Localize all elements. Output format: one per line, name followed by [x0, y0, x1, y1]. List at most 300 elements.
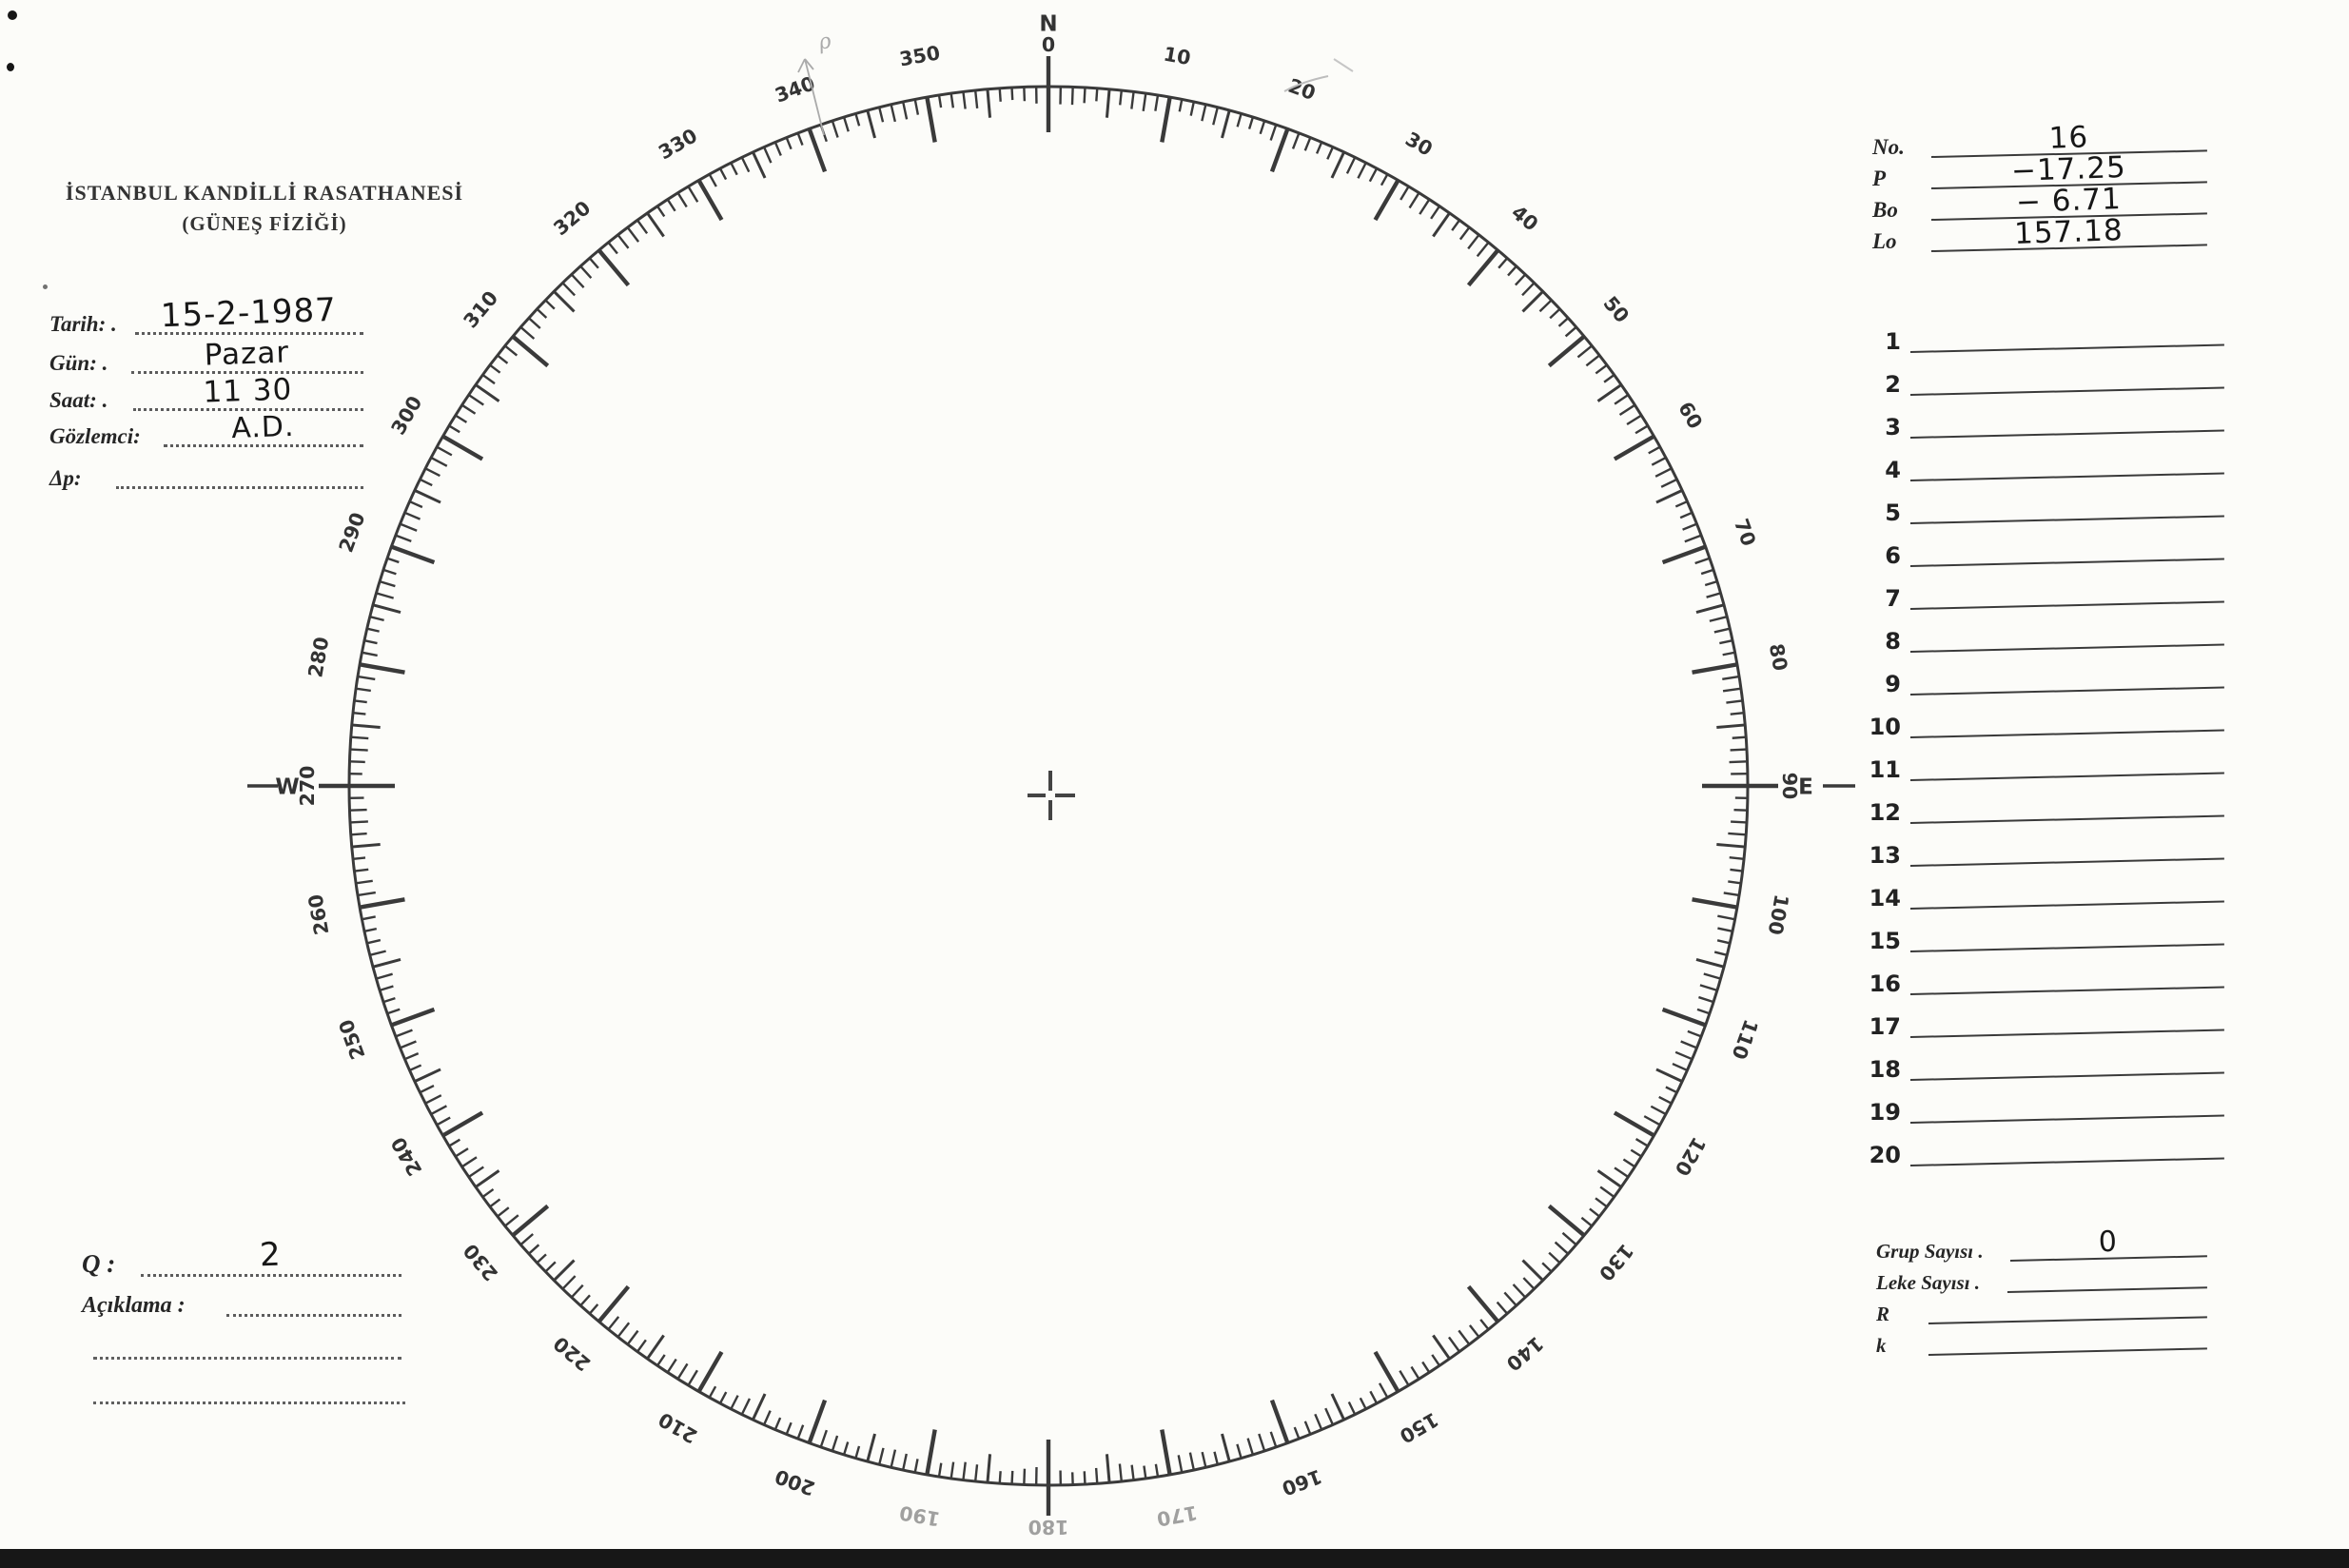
- degree-tick: [420, 480, 432, 485]
- field-value: 11 30: [202, 372, 293, 410]
- degree-tick: [1400, 1371, 1408, 1385]
- degree-tick: [462, 405, 476, 414]
- degree-label: 280: [303, 635, 334, 679]
- row-number: 2: [1885, 371, 1901, 398]
- degree-tick: [855, 113, 859, 126]
- degree-tick: [775, 142, 781, 155]
- degree-tick: [1586, 355, 1599, 365]
- degree-tick: [1469, 250, 1498, 285]
- measurement-row: [1855, 630, 2224, 657]
- degree-tick: [832, 1436, 837, 1451]
- degree-tick: [505, 1215, 519, 1225]
- degree-tick: [1696, 605, 1724, 613]
- degree-tick: [490, 1199, 499, 1206]
- measurement-row: [1855, 544, 2224, 571]
- degree-tick: [637, 220, 647, 233]
- degree-tick: [1523, 1278, 1534, 1289]
- param-label: P: [1872, 167, 1887, 190]
- degree-tick: [431, 1106, 446, 1114]
- degree-tick: [1656, 490, 1682, 502]
- row-line: [1910, 944, 2224, 952]
- degree-label: 0: [1041, 33, 1056, 56]
- degree-tick: [657, 1355, 665, 1365]
- row-number: 18: [1869, 1056, 1901, 1083]
- degree-tick: [688, 1370, 696, 1385]
- degree-tick: [1695, 559, 1710, 563]
- degree-tick: [710, 1386, 715, 1398]
- degree-tick: [580, 1295, 590, 1305]
- degree-tick: [1180, 100, 1182, 112]
- degree-tick: [1360, 1398, 1366, 1409]
- degree-tick: [1458, 1330, 1469, 1344]
- measurement-row: [1855, 801, 2224, 828]
- degree-tick: [647, 1336, 663, 1360]
- degree-tick: [975, 1464, 977, 1481]
- degree-tick: [988, 89, 990, 118]
- degree-tick: [868, 110, 875, 138]
- degree-tick: [437, 1118, 450, 1126]
- degree-tick: [1730, 870, 1742, 872]
- degree-label: 140: [1501, 1331, 1548, 1376]
- degree-tick: [1673, 1064, 1687, 1070]
- degree-tick: [1317, 142, 1321, 153]
- degree-tick: [437, 447, 452, 456]
- degree-tick: [868, 1434, 875, 1461]
- measurement-row: [1855, 1015, 2224, 1042]
- degree-tick: [1542, 1263, 1552, 1271]
- degree-tick: [844, 117, 849, 131]
- degree-tick: [1295, 1427, 1300, 1439]
- degree-label: 50: [1598, 291, 1635, 327]
- degree-tick: [1732, 737, 1746, 738]
- degree-tick: [1419, 200, 1429, 215]
- degree-tick: [599, 1286, 629, 1322]
- degree-tick: [1497, 1303, 1508, 1314]
- degree-tick: [401, 1042, 417, 1049]
- degree-label: 80: [1764, 641, 1792, 673]
- degree-tick: [373, 959, 401, 967]
- row-line: [1910, 730, 2224, 738]
- degree-tick: [520, 327, 534, 339]
- degree-label: 300: [386, 391, 427, 440]
- degree-tick: [420, 1086, 434, 1092]
- observatory-subtitle: (GÜNEŞ FİZİĞİ): [182, 212, 347, 235]
- param-value: 16: [2048, 120, 2089, 156]
- degree-tick: [1376, 180, 1399, 220]
- degree-tick: [939, 1463, 941, 1477]
- degree-tick: [1349, 1402, 1355, 1415]
- degree-tick: [505, 345, 518, 355]
- degree-label: 180: [1028, 1516, 1069, 1539]
- degree-tick: [1523, 1261, 1543, 1281]
- degree-tick: [1731, 713, 1744, 714]
- summary-field-row: [1876, 1325, 2207, 1360]
- degree-tick: [456, 416, 467, 422]
- degree-tick: [678, 1363, 688, 1379]
- degree-tick: [1190, 1453, 1194, 1470]
- degree-label: 350: [897, 41, 942, 71]
- degree-tick: [1623, 1160, 1635, 1167]
- degree-tick: [362, 916, 376, 919]
- degree-tick: [1522, 283, 1535, 295]
- degree-tick: [1271, 125, 1277, 140]
- degree-tick: [370, 951, 386, 955]
- degree-tick: [356, 881, 373, 883]
- degree-tick: [537, 1254, 546, 1263]
- degree-tick: [349, 810, 366, 811]
- degree-tick: [1449, 1337, 1459, 1351]
- degree-tick: [572, 274, 584, 287]
- degree-tick: [927, 97, 934, 142]
- degree-tick: [879, 1448, 883, 1464]
- degree-label: 90: [1778, 772, 1801, 800]
- measurement-row: [1855, 330, 2224, 357]
- degree-tick: [903, 102, 907, 119]
- degree-tick: [1096, 1468, 1097, 1483]
- degree-tick: [360, 664, 404, 672]
- degree-label: 220: [549, 1331, 596, 1376]
- degree-tick: [617, 1323, 629, 1337]
- degree-tick: [915, 100, 918, 115]
- row-number: 1: [1885, 328, 1901, 355]
- degree-tick: [351, 737, 368, 738]
- degree-tick: [1381, 174, 1387, 186]
- degree-tick: [1549, 1206, 1584, 1236]
- row-number: 4: [1885, 457, 1901, 483]
- degree-tick: [1600, 1186, 1614, 1197]
- row-number: 15: [1869, 928, 1901, 954]
- degree-label: 30: [1401, 127, 1437, 161]
- degree-tick: [1717, 929, 1732, 931]
- summary-field-row: [1876, 1225, 2207, 1265]
- degree-tick: [1132, 1465, 1134, 1480]
- degree-tick: [545, 1262, 556, 1271]
- degree-tick: [1504, 1292, 1516, 1305]
- degree-tick: [1675, 1052, 1692, 1059]
- summary-line: [1928, 1347, 2207, 1356]
- row-number: 13: [1869, 842, 1901, 869]
- degree-tick: [1701, 570, 1713, 574]
- degree-tick: [1120, 90, 1122, 105]
- degree-tick: [699, 1352, 722, 1392]
- degree-tick: [383, 998, 395, 1002]
- degree-tick: [1659, 1097, 1672, 1104]
- degree-tick: [401, 524, 418, 531]
- degree-label: 110: [1727, 1016, 1763, 1063]
- degree-tick: [1549, 1253, 1559, 1264]
- degree-tick: [963, 91, 965, 108]
- degree-tick: [353, 713, 365, 714]
- degree-tick: [1635, 425, 1648, 433]
- degree-tick: [415, 490, 440, 502]
- scan-speck: [8, 10, 17, 20]
- degree-tick: [1272, 1401, 1287, 1443]
- degree-tick: [1661, 480, 1676, 487]
- degree-tick: [915, 1459, 918, 1472]
- degree-tick: [370, 617, 384, 620]
- degree-tick: [391, 547, 434, 562]
- degree-tick: [1305, 1421, 1311, 1435]
- degree-label: 130: [1594, 1239, 1638, 1285]
- degree-tick: [476, 384, 499, 401]
- observation-field-row: [49, 453, 363, 493]
- degree-tick: [1681, 1042, 1697, 1049]
- degree-tick: [1012, 88, 1013, 100]
- degree-tick: [1728, 833, 1746, 834]
- field-label: Δp:: [49, 466, 82, 490]
- degree-tick: [1716, 725, 1745, 728]
- degree-label: 120: [1670, 1132, 1711, 1181]
- degree-tick: [1516, 274, 1525, 284]
- row-number: 11: [1869, 756, 1901, 783]
- degree-tick: [1096, 88, 1097, 102]
- degree-tick: [1480, 1320, 1488, 1329]
- degree-tick: [462, 1157, 477, 1166]
- q-value: 2: [259, 1235, 283, 1275]
- degree-tick: [1024, 1469, 1025, 1485]
- degree-tick: [1305, 138, 1311, 151]
- degree-tick: [742, 1399, 750, 1415]
- degree-tick: [1707, 593, 1721, 597]
- degree-tick: [1615, 395, 1628, 404]
- degree-tick: [988, 1454, 990, 1482]
- degree-tick: [1213, 108, 1218, 125]
- degree-tick: [1730, 857, 1744, 859]
- summary-label: k: [1876, 1334, 1887, 1357]
- degree-tick: [529, 318, 540, 328]
- degree-tick: [1000, 88, 1001, 102]
- degree-tick: [1433, 213, 1449, 237]
- degree-tick: [1549, 337, 1584, 366]
- degree-label: 40: [1507, 200, 1543, 236]
- degree-tick: [349, 761, 364, 762]
- row-number: 6: [1885, 542, 1901, 569]
- summary-line: [1928, 1316, 2207, 1324]
- degree-tick: [951, 1462, 953, 1479]
- degree-label: 170: [1155, 1500, 1200, 1531]
- degree-tick: [376, 974, 392, 979]
- degree-tick: [1162, 1430, 1169, 1475]
- scan-speck: [43, 284, 48, 289]
- degree-tick: [1000, 1471, 1001, 1483]
- aciklama-field-row: [82, 1283, 401, 1321]
- row-line: [1910, 387, 2224, 396]
- degree-tick: [1460, 227, 1469, 240]
- row-number: 9: [1885, 671, 1901, 697]
- degree-tick: [1717, 916, 1734, 920]
- degree-tick: [350, 750, 368, 751]
- degree-tick: [1106, 1454, 1109, 1482]
- degree-tick: [720, 168, 726, 180]
- note-line-1: [93, 1332, 401, 1360]
- degree-tick: [1615, 1113, 1654, 1136]
- degree-tick: [617, 235, 628, 248]
- degree-tick: [951, 93, 953, 108]
- degree-tick: [1666, 1087, 1677, 1092]
- degree-tick: [354, 870, 368, 872]
- degree-tick: [678, 193, 687, 207]
- row-number: 3: [1885, 414, 1901, 441]
- row-number: 14: [1869, 885, 1901, 911]
- degree-tick: [1693, 899, 1737, 907]
- cardinal-letter: W: [275, 774, 300, 800]
- degree-tick: [449, 1140, 460, 1147]
- degree-tick: [1636, 1139, 1648, 1146]
- degree-tick: [1723, 689, 1741, 692]
- degree-tick: [1719, 640, 1732, 643]
- degree-tick: [1730, 761, 1748, 762]
- degree-tick: [1714, 952, 1727, 955]
- pencil-arrowhead: [798, 59, 805, 72]
- degree-tick: [410, 1066, 421, 1070]
- measurement-row: [1855, 758, 2224, 785]
- row-number: 5: [1885, 500, 1901, 526]
- summary-label: Leke Sayısı .: [1876, 1271, 1981, 1294]
- row-line: [1910, 901, 2224, 910]
- degree-tick: [425, 468, 440, 476]
- degree-label: 210: [654, 1407, 702, 1448]
- degree-tick: [367, 629, 380, 632]
- degree-label: 150: [1395, 1407, 1443, 1448]
- degree-tick: [1652, 458, 1666, 465]
- degree-tick: [1478, 243, 1489, 257]
- degree-tick: [764, 147, 771, 164]
- degree-tick: [1202, 105, 1205, 121]
- degree-tick: [1655, 468, 1672, 477]
- degree-tick: [404, 1053, 418, 1059]
- degree-tick: [1696, 959, 1724, 967]
- param-label: Bo: [1872, 198, 1898, 222]
- row-number: 20: [1869, 1142, 1901, 1168]
- degree-tick: [1106, 89, 1109, 118]
- degree-tick: [1144, 1466, 1145, 1479]
- degree-tick: [1238, 113, 1242, 127]
- degree-label: 260: [303, 892, 334, 937]
- degree-tick: [1347, 157, 1355, 173]
- degree-tick: [1179, 1455, 1183, 1472]
- param-label: No.: [1872, 135, 1905, 159]
- degree-tick: [1685, 536, 1701, 542]
- degree-tick: [362, 653, 378, 656]
- degree-tick: [731, 163, 736, 175]
- row-line: [1910, 815, 2224, 824]
- degree-tick: [469, 395, 484, 405]
- degree-tick: [562, 283, 575, 295]
- param-label: Lo: [1872, 229, 1897, 253]
- degree-tick: [1131, 91, 1133, 108]
- cardinal-letter: E: [1798, 774, 1813, 800]
- degree-tick: [821, 1430, 827, 1447]
- degree-tick: [1590, 1208, 1599, 1216]
- degree-tick: [1508, 266, 1517, 276]
- degree-tick: [1410, 193, 1419, 208]
- degree-tick: [1271, 1432, 1277, 1447]
- degree-tick: [1656, 1069, 1682, 1082]
- measurement-row: [1855, 1144, 2224, 1170]
- degree-tick: [1710, 617, 1727, 621]
- degree-tick: [373, 605, 401, 613]
- param-value: − 6.71: [2015, 182, 2123, 220]
- degree-tick: [1085, 1471, 1086, 1484]
- row-line: [1910, 1072, 2224, 1081]
- row-line: [1910, 1029, 2224, 1038]
- row-number: 17: [1869, 1013, 1901, 1040]
- degree-tick: [1604, 375, 1615, 382]
- cardinal-letter: N: [1039, 11, 1058, 37]
- degree-tick: [1620, 405, 1635, 415]
- degree-tick: [415, 1069, 440, 1082]
- degree-tick: [1024, 87, 1025, 101]
- degree-tick: [844, 1442, 848, 1455]
- degree-tick: [1144, 93, 1146, 111]
- row-line: [1910, 601, 2224, 610]
- degree-tick: [1370, 1391, 1377, 1403]
- degree-tick: [1327, 147, 1333, 160]
- degree-tick: [1214, 1452, 1217, 1464]
- degree-tick: [608, 243, 617, 254]
- measurement-row: [1855, 972, 2224, 999]
- row-line: [1910, 687, 2224, 696]
- degree-tick: [1468, 235, 1478, 249]
- degree-tick: [1120, 1464, 1122, 1481]
- degree-label: 320: [549, 196, 596, 241]
- row-line: [1910, 344, 2224, 353]
- solar-param-row: [1872, 213, 2207, 256]
- degree-tick: [742, 157, 749, 171]
- degree-tick: [1615, 1167, 1628, 1177]
- degree-tick: [1332, 152, 1344, 178]
- degree-tick: [356, 689, 371, 691]
- degree-tick: [554, 1261, 574, 1281]
- row-number: 12: [1869, 799, 1901, 826]
- degree-label: 270: [296, 765, 319, 807]
- measurement-row: [1855, 844, 2224, 871]
- degree-tick: [628, 1331, 638, 1344]
- degree-tick: [360, 899, 404, 907]
- row-number: 7: [1885, 585, 1901, 612]
- row-line: [1910, 516, 2224, 524]
- degree-tick: [1259, 1434, 1264, 1451]
- note-line-2: [93, 1377, 405, 1404]
- summary-line: [2007, 1286, 2207, 1293]
- degree-tick: [380, 987, 393, 990]
- row-number: 16: [1869, 970, 1901, 997]
- field-label: Gözlemci:: [49, 424, 141, 448]
- degree-tick: [810, 128, 825, 171]
- degree-tick: [720, 1392, 726, 1403]
- degree-tick: [387, 559, 399, 562]
- degree-tick: [1222, 1434, 1229, 1461]
- degree-tick: [1700, 985, 1717, 990]
- degree-tick: [798, 1425, 804, 1439]
- degree-tick: [1191, 102, 1194, 116]
- row-line: [1910, 858, 2224, 867]
- degree-tick: [1698, 997, 1713, 1002]
- degree-tick: [482, 375, 495, 383]
- degree-tick: [1680, 513, 1692, 518]
- degree-tick: [1272, 128, 1287, 171]
- degree-tick: [498, 355, 508, 363]
- measurement-row: [1855, 501, 2224, 528]
- degree-label: 290: [334, 509, 370, 556]
- degree-tick: [1714, 629, 1730, 633]
- row-line: [1910, 644, 2224, 653]
- degree-tick: [1325, 1408, 1333, 1424]
- scan-edge-bar: [0, 1549, 2349, 1568]
- degree-tick: [927, 1430, 934, 1475]
- degree-tick: [1400, 186, 1408, 200]
- degree-tick: [380, 581, 395, 586]
